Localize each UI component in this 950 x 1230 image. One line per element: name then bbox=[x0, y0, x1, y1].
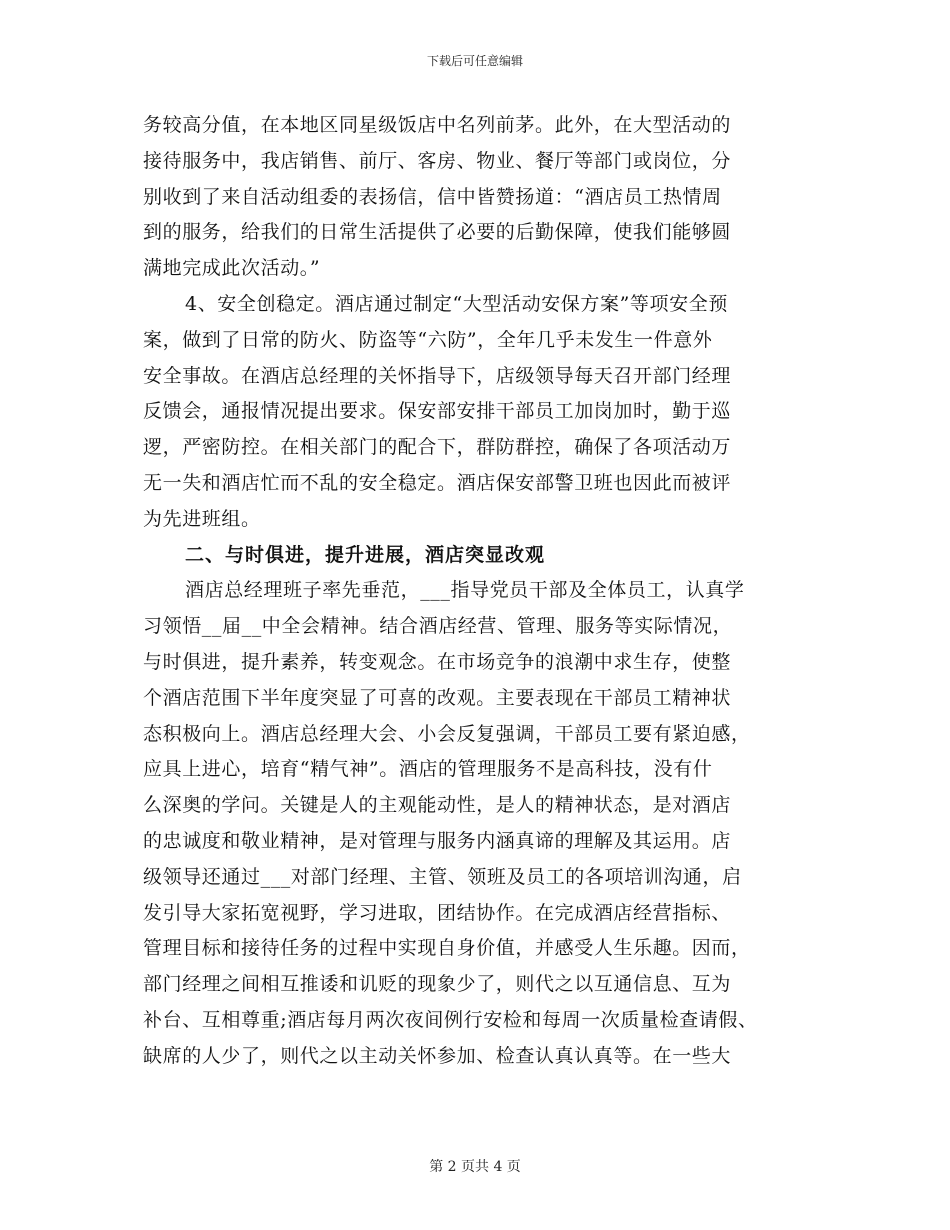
paragraph-line: 为先进班组。 bbox=[143, 507, 261, 530]
paragraph-line: 满地完成此次活动。” bbox=[143, 257, 321, 280]
paragraph-line: 应具上进心，培育“精气神”。酒店的管理服务不是高科技，没有什 bbox=[143, 758, 713, 781]
paragraph-line: 部门经理之间相互推诿和讥贬的现象少了，则代之以互通信息、互为 bbox=[143, 973, 732, 996]
paragraph-line: 案，做到了日常的防火、防盗等“六防”，全年几乎未发生一件意外 bbox=[143, 328, 713, 351]
paragraph-line: 管理目标和接待任务的过程中实现自身价值，并感受人生乐趣。因而， bbox=[143, 937, 751, 960]
paragraph-line: 务较高分值，在本地区同星级饭店中名列前茅。此外，在大型活动的 bbox=[143, 114, 732, 136]
paragraph-line: 无一失和酒店忙而不乱的安全稳定。酒店保安部警卫班也因此而被评 bbox=[143, 471, 732, 494]
paragraph-line: 么深奥的学问。关键是人的主观能动性，是人的精神状态，是对酒店 bbox=[143, 794, 732, 817]
paragraph-line: 个酒店范围下半年度突显了可喜的改观。主要表现在干部员工精神状 bbox=[143, 686, 732, 709]
paragraph-line: 态积极向上。酒店总经理大会、小会反复强调，干部员工要有紧迫感， bbox=[143, 722, 751, 745]
paragraph-line: 与时俱进，提升素养，转变观念。在市场竞争的浪潮中求生存，使整 bbox=[143, 650, 732, 673]
paragraph-line: 补台、互相尊重;酒店每月两次夜间例行安检和每周一次质量检查请假、 bbox=[143, 1008, 758, 1031]
paragraph-line: 到的服务，给我们的日常生活提供了必要的后勤保障，使我们能够圆 bbox=[143, 221, 732, 244]
paragraph-line: 习领悟__届__中全会精神。结合酒店经营、管理、服务等实际情况， bbox=[143, 615, 733, 638]
paragraph-line: 的忠诚度和敬业精神，是对管理与服务内涵真谛的理解及其运用。店 bbox=[143, 829, 732, 852]
paragraph-line: 接待服务中，我店销售、前厅、客房、物业、餐厅等部门或岗位，分 bbox=[143, 149, 732, 172]
paragraph-line: 别收到了来自活动组委的表扬信，信中皆赞扬道：“酒店员工热情周 bbox=[143, 185, 722, 208]
paragraph-line: 发引导大家拓宽视野，学习进取，团结协作。在完成酒店经营指标、 bbox=[143, 901, 732, 924]
paragraph-line: 逻，严密防控。在相关部门的配合下，群防群控，确保了各项活动万 bbox=[143, 436, 732, 459]
section-heading: 二、与时俱进，提升进展，酒店突显改观 bbox=[185, 543, 546, 566]
paragraph-line: 缺席的人少了，则代之以主动关怀参加、检查认真认真等。在一些大 bbox=[143, 1044, 732, 1067]
page-number-footer: 第 2 页共 4 页 bbox=[429, 1159, 521, 1175]
page-header-note: 下载后可任意编辑 bbox=[426, 54, 523, 68]
paragraph-line: 4、安全创稳定。酒店通过制定“大型活动安保方案”等项安全预 bbox=[185, 292, 728, 315]
document-body bbox=[143, 108, 808, 1075]
paragraph-line: 反馈会，通报情况提出要求。保安部安排干部员工加岗加时，勤于巡 bbox=[143, 400, 732, 423]
paragraph-line: 酒店总经理班子率先垂范，___指导党员干部及全体员工，认真学 bbox=[185, 579, 745, 602]
paragraph-line: 安全事故。在酒店总经理的关怀指导下，店级领导每天召开部门经理 bbox=[143, 364, 732, 387]
paragraph-line: 级领导还通过___对部门经理、主管、领班及员工的各项培训沟通，启 bbox=[143, 865, 742, 888]
